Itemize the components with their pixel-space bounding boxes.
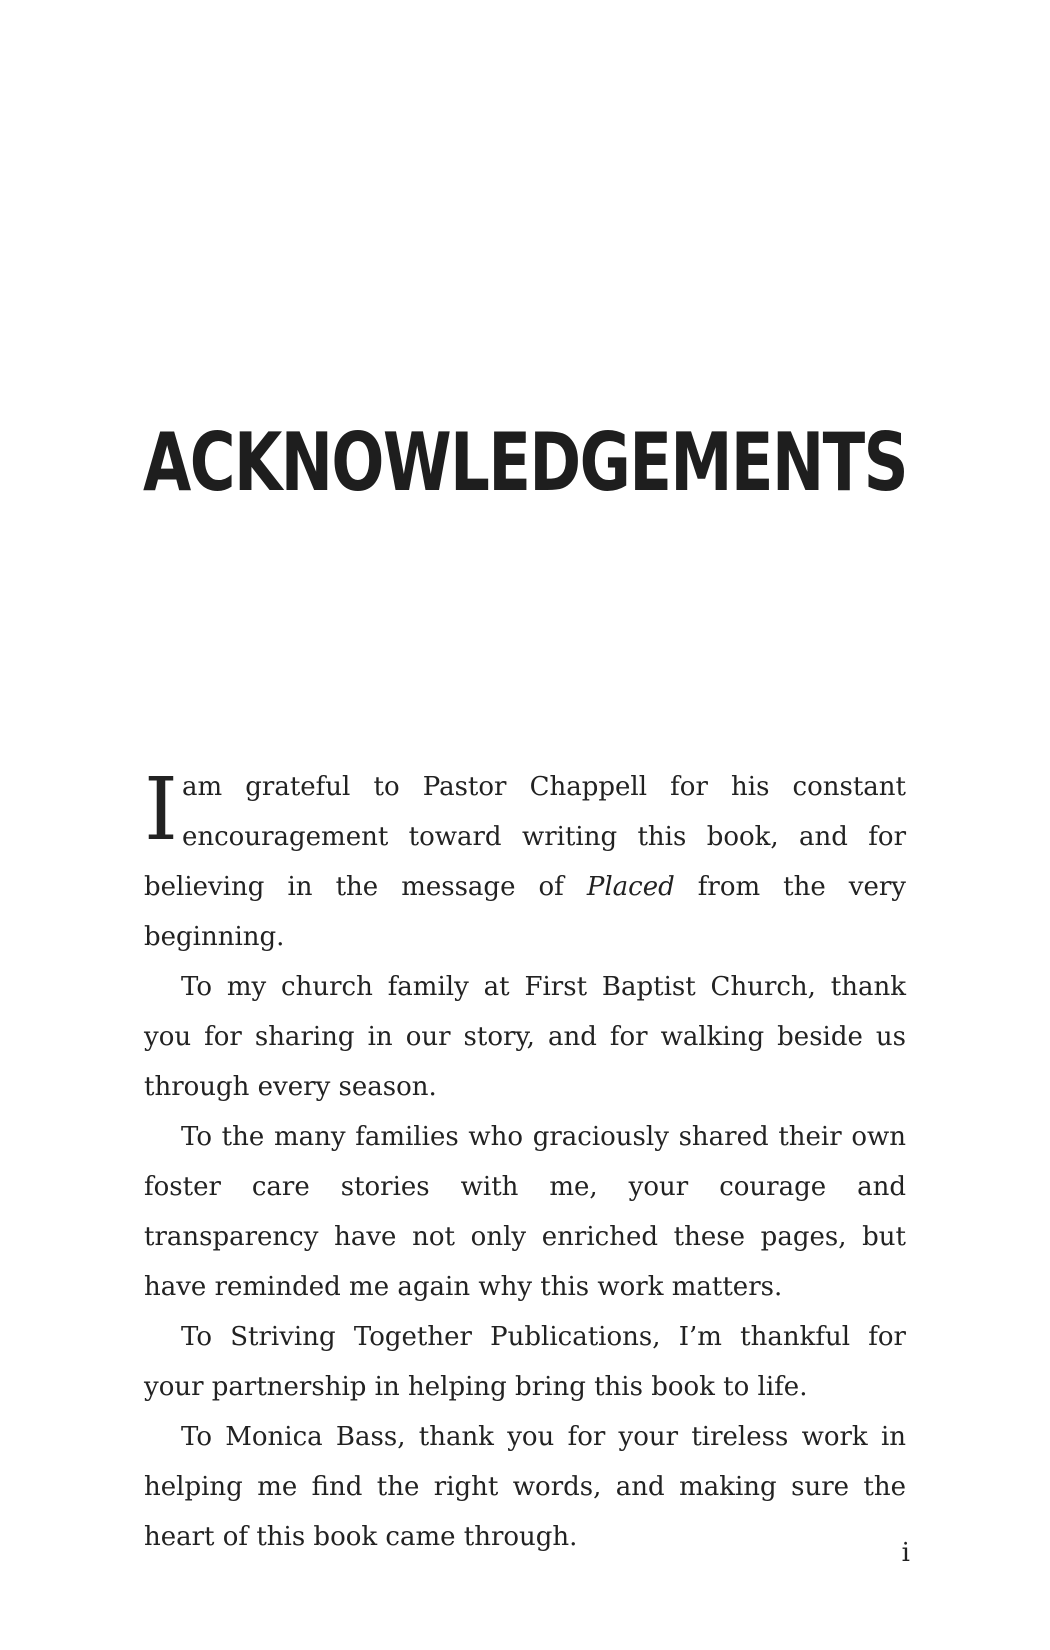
drop-cap: I [144,760,178,860]
acknowledgements-body [144,762,906,1562]
paragraph-1-text-start: am grateful to Pastor Chappell for his constant encouragement toward writing this book, and for believing in the message of [144,772,906,902]
paragraph-1-text-end: from the very beginning. [144,872,906,952]
book-title-italic: Placed [586,872,675,902]
paragraph-3: To the many families who graciously shared their own foster care stories with me, your courage and transparency have not only enriched these pages, but have reminded me again why this work matters. [144,1122,906,1302]
paragraph-2: To my church family at First Baptist Church, thank you for sharing in our story, and for walking beside us through every season. [144,972,906,1102]
paragraph-1 [144,762,906,962]
paragraph-5: To Monica Bass, thank you for your tireless work in helping me find the right words, and making sure the heart of this book came through. [144,1422,906,1552]
page-title: ACKNOWLEDGEMENTS [142,416,908,509]
page-number: i [901,1538,910,1568]
paragraph-4: To Striving Together Publications, I’m thankful for your partnership in helping bring this book to life. [144,1322,906,1402]
